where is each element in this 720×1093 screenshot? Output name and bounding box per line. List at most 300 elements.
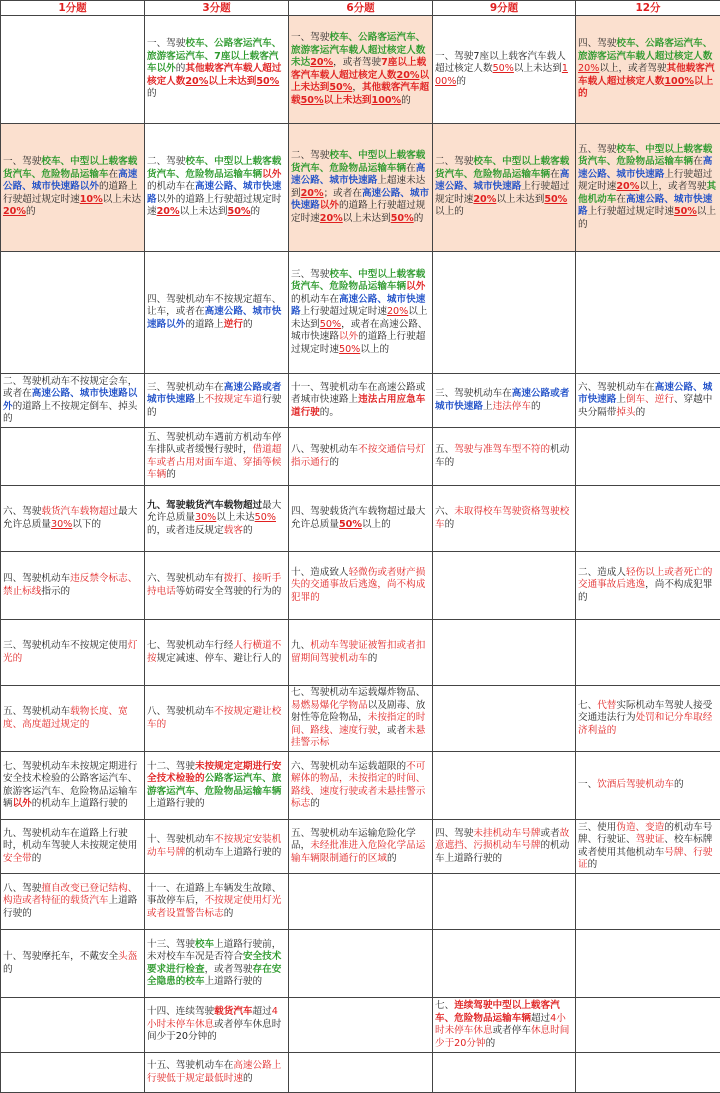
cell-9-points <box>433 374 576 428</box>
rule-text: 三、驾驶 <box>291 269 329 280</box>
rule-text: 其他载客汽车载人超过核定人数 <box>578 63 714 87</box>
rule-text: 六、驾驶机动车在 <box>578 382 655 393</box>
rule-text: 50% <box>544 194 567 205</box>
rule-text: 四、驾驶机动车 <box>3 573 70 584</box>
rule-text: 十二、驾驶 <box>147 761 195 772</box>
cell-9-points <box>433 486 576 552</box>
rule-text: 或者 <box>541 828 560 839</box>
rule-text: 100% <box>664 76 694 87</box>
rule-text: 安全技术要求进行检查 <box>147 951 281 975</box>
rule-text: 的 <box>414 213 424 224</box>
cell-1-point <box>1 930 145 998</box>
table-row <box>1 16 720 124</box>
rule-text: 的 <box>243 525 253 536</box>
cell-3-points <box>145 998 289 1053</box>
rule-text: 机动车的 <box>435 444 569 468</box>
rule-text: 高速公路、城市快速路以外 <box>147 306 281 330</box>
rule-text: 校车、中型以上载客载货汽车、危险物品运输车辆 <box>291 269 425 293</box>
rule-text: 以上未达到 <box>180 206 228 217</box>
cell-1-point <box>1 620 145 686</box>
rule-text: 的 <box>243 319 253 330</box>
rule-text: 一、驾驶 <box>435 51 473 62</box>
header-1-point: 1分题 <box>1 1 145 16</box>
rule-text: 二、驾驶 <box>435 156 473 167</box>
rule-text: 的 <box>445 519 455 530</box>
rule-text: 的 <box>243 1073 253 1084</box>
rule-text: 七、驾驶机动车未按规定期进行安全技术检验的公路客运汽车、旅游客运汽车、危险物品运输车辆 <box>3 761 137 810</box>
cell-3-points <box>145 486 289 552</box>
rule-text: 以外 <box>13 798 32 809</box>
rule-text: 不可解体的物品，未按指定的时间、路线、速度行驶或者未悬挂警示标志 <box>291 761 425 810</box>
cell-6-points <box>289 124 433 252</box>
cell-3-points <box>145 124 289 252</box>
rule-text: ，或者驾驶 <box>205 964 253 975</box>
rule-text: 校车、中型以上载客载货汽车、危险物品运输车 <box>3 156 137 180</box>
rule-text: 以上，或者驾驶 <box>639 181 706 192</box>
cell-3-points <box>145 552 289 620</box>
rule-text: 实际机动车驾驶人接受交通违法行为 <box>578 700 712 724</box>
table-row <box>1 252 720 374</box>
rule-text: 上行驶超过规定时速 <box>588 206 674 217</box>
rule-text: 一、驾驶 <box>291 32 329 43</box>
rule-text: 高速公路、城市快速路 <box>578 156 712 180</box>
rule-text: 头盔 <box>118 951 137 962</box>
table-row <box>1 998 720 1053</box>
cell-3-points <box>145 1053 289 1093</box>
rule-text: 九、驾驶机动车在道路上行驶时，机动车驾驶人未按规定使用 <box>3 828 137 852</box>
rule-text: ，或者在高速公路、城市快速路 <box>291 319 427 343</box>
cell-12-points <box>576 1053 720 1093</box>
rule-text: 擅自改变已登记结构、构造或者特征的载货汽车 <box>3 883 137 907</box>
rule-text: 九、 <box>291 640 310 651</box>
rule-text: 十、造成致人 <box>291 567 349 578</box>
rule-text: 一、 <box>578 779 597 790</box>
cell-9-points <box>433 16 576 124</box>
rule-text: 等妨碍安全驾驶的行为的 <box>176 586 282 597</box>
cell-1-point <box>1 428 145 486</box>
rule-text: 在 <box>616 194 626 205</box>
rule-text: 以上的 <box>578 206 716 230</box>
cell-12-points <box>576 620 720 686</box>
cell-1-point <box>1 1053 145 1093</box>
rule-text: 50% <box>339 519 362 530</box>
rule-text: 以上的 <box>360 344 389 355</box>
rule-text: 十三、驾驶 <box>147 939 195 950</box>
cell-1-point <box>1 552 145 620</box>
cell-1-point <box>1 820 145 874</box>
header-12-points: 12分 <box>576 1 720 16</box>
rule-text: 的，或者违反规定 <box>147 525 224 536</box>
rule-text: 轻微伤或者财产损失的交通事故后逃逸，尚不构成犯罪的 <box>291 567 425 603</box>
rule-text: 八、驾驶机动车 <box>291 444 358 455</box>
cell-1-point <box>1 874 145 930</box>
rule-text: 的 <box>224 908 234 919</box>
rule-text: 20% <box>320 213 343 224</box>
rule-text: ，或者 <box>377 725 406 736</box>
rule-text: 的 <box>588 859 598 870</box>
cell-12-points <box>576 428 720 486</box>
rule-text: 存在安全隐患的校车 <box>147 964 281 988</box>
rule-text: 以上未达 <box>216 512 254 523</box>
rule-text: 的 <box>32 853 42 864</box>
cell-9-points <box>433 124 576 252</box>
rule-text: 50% <box>255 512 276 523</box>
rule-text: 的 <box>329 457 339 468</box>
rule-text: 七、驾驶机动车行经 <box>147 640 233 651</box>
rule-text: 的 <box>531 401 541 412</box>
rule-text: 在 <box>693 156 703 167</box>
rule-text: 六、 <box>435 506 454 517</box>
rule-text: 50% <box>391 213 414 224</box>
rule-text: 行驶的 <box>147 394 281 418</box>
rule-text: 在 <box>406 163 416 174</box>
rule-text: 一、驾驶 <box>147 38 185 49</box>
rule-text: 十一、在道路上车辆发生故障、事故停车后， <box>147 883 281 907</box>
rule-text: 四、驾驶载货汽车载物超过最大允许总质量 <box>291 506 425 530</box>
rule-text: 50% <box>493 63 514 74</box>
rule-text: 十一、驾驶机动车在高速公路或者城市快速路上 <box>291 382 425 406</box>
rule-text: 未悬挂警示标 <box>291 725 425 749</box>
cell-9-points <box>433 620 576 686</box>
cell-6-points <box>289 1053 433 1093</box>
table-row <box>1 874 720 930</box>
rule-text: 的 <box>486 1038 496 1049</box>
header-6-points: 6分题 <box>289 1 433 16</box>
cell-3-points <box>145 752 289 820</box>
rule-text: 载物长度、宽度、高度超过规定的 <box>3 706 128 730</box>
rule-text: 的 <box>3 964 13 975</box>
table-row <box>1 930 720 998</box>
cell-9-points <box>433 930 576 998</box>
cell-6-points <box>289 374 433 428</box>
rule-text: 上道路行驶的 <box>147 798 205 809</box>
rule-text: 以外 <box>320 200 339 211</box>
rule-text: 未按指定的时间、路线、速度行驶 <box>291 712 425 736</box>
rule-text: 五、驾驶机动车遇前方机动车停车排队或者缓慢行驶时， <box>147 432 281 456</box>
rule-text: 十四、连续驾驶 <box>147 1006 214 1017</box>
rule-text: 4小时未停车休息 <box>147 1006 278 1030</box>
rule-text: 掉头 <box>616 407 635 418</box>
rule-text: 的 <box>636 407 646 418</box>
cell-6-points <box>289 486 433 552</box>
rule-text: 人行横道不按 <box>147 640 281 664</box>
rule-text: 的道路上 <box>185 319 223 330</box>
cell-6-points <box>289 428 433 486</box>
rule-text: 的机动车在 <box>147 181 195 192</box>
cell-3-points <box>145 252 289 374</box>
rule-text: 七、 <box>435 1000 454 1011</box>
rule-text: 易燃易爆化学物品 <box>291 700 368 711</box>
rule-text: 上超速未达到 <box>291 175 425 199</box>
rule-text: 校车、中型以上载客载货汽车、危险物品运输车辆 <box>291 150 425 174</box>
rule-text: 50% <box>339 344 360 355</box>
rule-text: 处罚和记分牟取经济利益的 <box>578 712 712 736</box>
rule-text: 倒车、逆行 <box>626 394 674 405</box>
rule-text: 校车、中型以上载客载货汽车、危险物品运输车辆 <box>147 156 281 180</box>
rule-text: 灯光的 <box>3 640 137 664</box>
rule-text: 驾驶与准驾车型不符的 <box>454 444 550 455</box>
cell-12-points <box>576 820 720 874</box>
cell-3-points <box>145 686 289 752</box>
table-row <box>1 486 720 552</box>
rule-text: 二、驾驶机动车不按规定会车，或者在 <box>3 376 137 400</box>
cell-12-points <box>576 16 720 124</box>
rule-text: 高速公路、城市快速路以外 <box>3 169 137 193</box>
cell-1-point <box>1 998 145 1053</box>
cell-9-points <box>433 998 576 1053</box>
rule-text: 未取得校车驾驶资格驾驶校车 <box>435 506 569 530</box>
rule-text: 的机动车上道路行驶的 <box>435 840 569 864</box>
rule-text: 校车、公路客运汽车、旅游客运汽车载人超过核定人数 <box>578 38 712 62</box>
rule-text: 高速公路或者城市快速路 <box>147 382 281 406</box>
rule-text: 的 <box>674 779 684 790</box>
rule-text: 50% <box>256 76 279 87</box>
rule-text: 20% <box>3 206 26 217</box>
rule-text: 的 <box>310 798 320 809</box>
rule-text: 三、驾驶机动车不按规定使用 <box>3 640 128 651</box>
rule-text: 50% <box>674 206 697 217</box>
rule-text: 三、驾驶机动车在 <box>435 388 512 399</box>
rule-text: 饮酒后驾驶机动车 <box>597 779 674 790</box>
rule-text: 20% <box>473 194 496 205</box>
rule-text: 不按规定安装机动车号牌 <box>147 834 281 858</box>
cell-9-points <box>433 752 576 820</box>
rule-text: 以上未达到 <box>496 194 544 205</box>
cell-12-points <box>576 752 720 820</box>
rule-text: 五、 <box>435 444 454 455</box>
rule-text: 的 <box>401 95 411 106</box>
rule-text: 载货汽车载物超过 <box>41 506 118 517</box>
rule-text: 20% <box>387 306 408 317</box>
rule-text: 的 <box>387 853 397 864</box>
cell-6-points <box>289 930 433 998</box>
rule-text: 以外 <box>339 331 358 342</box>
cell-3-points <box>145 16 289 124</box>
cell-12-points <box>576 930 720 998</box>
cell-6-points <box>289 16 433 124</box>
cell-3-points <box>145 874 289 930</box>
rule-text: 高速公路、城市快速路 <box>578 194 712 218</box>
rule-text: 借道超车或者占用对面车道、穿插等候车辆 <box>147 444 281 480</box>
rule-text: 的 <box>176 63 186 74</box>
cell-1-point <box>1 252 145 374</box>
table-row <box>1 1053 720 1093</box>
rule-text: 驾驶证 <box>636 834 665 845</box>
cell-9-points <box>433 428 576 486</box>
rule-text: 上行驶超过规定时速 <box>578 169 712 193</box>
rule-text: 未挂机动车号牌 <box>473 828 540 839</box>
cell-9-points <box>433 252 576 374</box>
rule-text: ；或者在 <box>324 188 362 199</box>
cell-6-points <box>289 998 433 1053</box>
rule-text: 50% <box>301 95 324 106</box>
rule-text: 20% <box>616 181 639 192</box>
rule-text: 故意遮挡、污损机动车号牌 <box>435 828 569 852</box>
rule-text: 10% <box>80 194 103 205</box>
rule-text: 的道路上行驶超过规定时速 <box>291 200 425 224</box>
cell-12-points <box>576 998 720 1053</box>
rule-text: 上行驶超过规定时速 <box>435 181 569 205</box>
table-row <box>1 552 720 620</box>
table-row <box>1 124 720 252</box>
rule-text: 以及剧毒、放射性等危险物品， <box>291 700 425 724</box>
rule-text: 50% <box>329 82 352 93</box>
rule-text: 休息时间少于20分钟 <box>435 1025 569 1049</box>
rule-text: 七、 <box>578 700 597 711</box>
rule-text: 50% <box>320 319 341 330</box>
rule-text: 或者停车休息时间少于20分钟的 <box>147 1019 281 1043</box>
table-row <box>1 820 720 874</box>
rule-text: 以上未达到 <box>514 63 562 74</box>
cell-3-points <box>145 620 289 686</box>
cell-9-points <box>433 686 576 752</box>
rule-text: 高速公路上行驶低于规定最低时速 <box>147 1060 281 1084</box>
rule-text: ，尚不构成犯罪的 <box>578 579 712 603</box>
rule-text: 上道路行驶前，未对校车车况是否符合 <box>147 939 281 963</box>
rule-text: 公路客运汽车、旅游客运汽车、危险物品运输车辆 <box>147 773 281 797</box>
rule-text: 不按规定避让校车的 <box>147 706 281 730</box>
cell-12-points <box>576 686 720 752</box>
rule-text: 以上未达到 <box>291 70 429 94</box>
rule-text: 三、驾驶机动车在 <box>147 382 224 393</box>
cell-1-point <box>1 752 145 820</box>
rule-text: 七、驾驶机动车运载爆炸物品、 <box>291 687 425 698</box>
rule-text: 以上的 <box>362 519 391 530</box>
rule-text: 上道路行驶的 <box>3 895 137 919</box>
rule-text: 100% <box>435 63 568 87</box>
rule-text: 载客 <box>224 525 243 536</box>
rule-text: 八、驾驶机动车 <box>147 706 214 717</box>
rule-text: 、穿越中央分隔带 <box>578 394 712 418</box>
rule-text: 高速公路或者城市快速路 <box>435 388 569 412</box>
rule-text: 四、驾驶 <box>435 828 473 839</box>
rule-text: 高速公路、城市快速路 <box>291 294 425 318</box>
rule-text: 二、驾驶 <box>147 156 185 167</box>
rule-text: 50% <box>228 206 251 217</box>
rule-text: 其他机动车 <box>578 181 716 205</box>
rule-text: 五、驾驶 <box>578 144 616 155</box>
table-row <box>1 428 720 486</box>
rule-text: 未按规定定期进行安全技术检验的 <box>147 761 281 785</box>
rule-text: 上道路行驶的 <box>205 976 263 987</box>
cell-6-points <box>289 252 433 374</box>
rule-text: 校车、公路客运汽车、旅游客运汽车载人超过核定人数未达 <box>291 32 425 68</box>
cell-12-points <box>576 552 720 620</box>
rule-text: 20% <box>185 76 208 87</box>
cell-6-points <box>289 752 433 820</box>
rule-text: 的道路上行驶超过规定时速 <box>291 331 425 355</box>
rule-text: 的机动车在 <box>291 294 339 305</box>
rule-text: 高速公路、城市快速路 <box>578 382 712 406</box>
rule-text: 指示的 <box>41 586 70 597</box>
rule-text: 不按规定使用灯光或者设置警告标志 <box>147 895 281 919</box>
cell-9-points <box>433 874 576 930</box>
cell-1-point <box>1 486 145 552</box>
rule-text: 超过 <box>531 1013 550 1024</box>
rule-text: 以上未达到 <box>324 95 372 106</box>
rule-text: 安全带 <box>3 853 32 864</box>
rule-text: 的 <box>251 206 261 217</box>
rule-text: 一、驾驶 <box>3 156 41 167</box>
rule-text: 的 <box>166 469 176 480</box>
rule-text: 的道路上行驶超过规定时速 <box>3 181 137 205</box>
rule-text: 或者停车 <box>493 1025 531 1036</box>
rule-text: 拨打、接听手持电话 <box>147 573 281 597</box>
rule-text: 校车、中型以上载客载货汽车、危险物品运输车辆 <box>435 156 569 180</box>
rule-text: 六、驾驶机动车有 <box>147 573 224 584</box>
rule-text: 的 <box>147 88 157 99</box>
rule-text: 以上未达到 <box>291 306 427 330</box>
table-row <box>1 752 720 820</box>
cell-3-points <box>145 374 289 428</box>
rule-text: 上 <box>195 394 205 405</box>
table-body <box>1 16 720 1093</box>
rule-text: 以上未达到 <box>208 76 256 87</box>
rule-text: 载货汽车 <box>214 1006 252 1017</box>
rule-text: 不按交通信号灯指示通行 <box>291 444 425 468</box>
rule-text: 十五、驾驶机动车在 <box>147 1060 233 1071</box>
rule-text: 六、驾驶机动车运载超限的 <box>291 761 406 772</box>
rule-text: 其他载客汽车载人超过核定人数 <box>147 63 281 87</box>
rule-text: 上 <box>483 401 493 412</box>
rule-text: 机动车驾驶证被暂扣或者扣留期间驾驶机动车 <box>291 640 425 664</box>
cell-12-points <box>576 252 720 374</box>
rule-text: 伪造、变造 <box>616 822 664 833</box>
rule-text: 代替 <box>597 700 616 711</box>
rule-text: 以下的 <box>72 519 101 530</box>
cell-3-points <box>145 930 289 998</box>
rule-text: 的道路上不按规定倒车、掉头的 <box>3 401 137 425</box>
rule-text: 以上的 <box>435 206 464 217</box>
rule-text: 八、驾驶 <box>3 883 41 894</box>
rule-text: 的机动车号牌、行驶证、 <box>578 822 712 846</box>
rule-text: 30% <box>195 512 216 523</box>
cell-6-points <box>289 686 433 752</box>
cell-12-points <box>576 486 720 552</box>
rule-text: 十、驾驶摩托车，不戴安全 <box>3 951 118 962</box>
rule-text: 20% <box>397 70 420 81</box>
cell-1-point <box>1 16 145 124</box>
rule-text: 以外 <box>406 281 425 292</box>
rule-text: 高速公路、城市快速路 <box>291 188 429 212</box>
rule-text: 20% <box>578 63 599 74</box>
rule-text: 六、驾驶 <box>3 506 41 517</box>
table-row <box>1 374 720 428</box>
table-row <box>1 620 720 686</box>
rule-text: 违法停车 <box>493 401 531 412</box>
rule-text: 四、驾驶 <box>578 38 616 49</box>
rule-text: 30% <box>51 519 72 530</box>
rule-text: ， <box>352 82 362 93</box>
rule-text: 、校车标牌或者使用其他机动车 <box>578 834 712 858</box>
rule-text: ，或者驾驶 <box>333 57 381 68</box>
rule-text: 规定减速、停车、避让行人的 <box>157 653 282 664</box>
header-3-points: 3分题 <box>145 1 289 16</box>
rule-text: 最大允许总质量 <box>147 500 281 524</box>
rule-text: 校车、公路客运汽车、旅游客运汽车、7座以上载客汽车以外 <box>147 38 281 74</box>
cell-6-points <box>289 552 433 620</box>
rule-text: 五、驾驶机动车 <box>3 706 70 717</box>
rule-text: 其他载客汽车超载 <box>291 82 429 106</box>
rule-text: 20% <box>301 188 324 199</box>
rule-text: 二、驾驶 <box>291 150 329 161</box>
rule-text: 上行驶超过规定时速 <box>301 306 387 317</box>
rule-text: 逆行 <box>224 319 243 330</box>
rule-text: 校车、中型以上载客载货汽车、危险物品运输车辆 <box>578 144 712 168</box>
rule-text: 以外的道路上行驶超过规定时速 <box>147 194 281 218</box>
rule-text: 三、使用 <box>578 822 616 833</box>
rule-text: 最大允许总质量 <box>3 506 137 530</box>
